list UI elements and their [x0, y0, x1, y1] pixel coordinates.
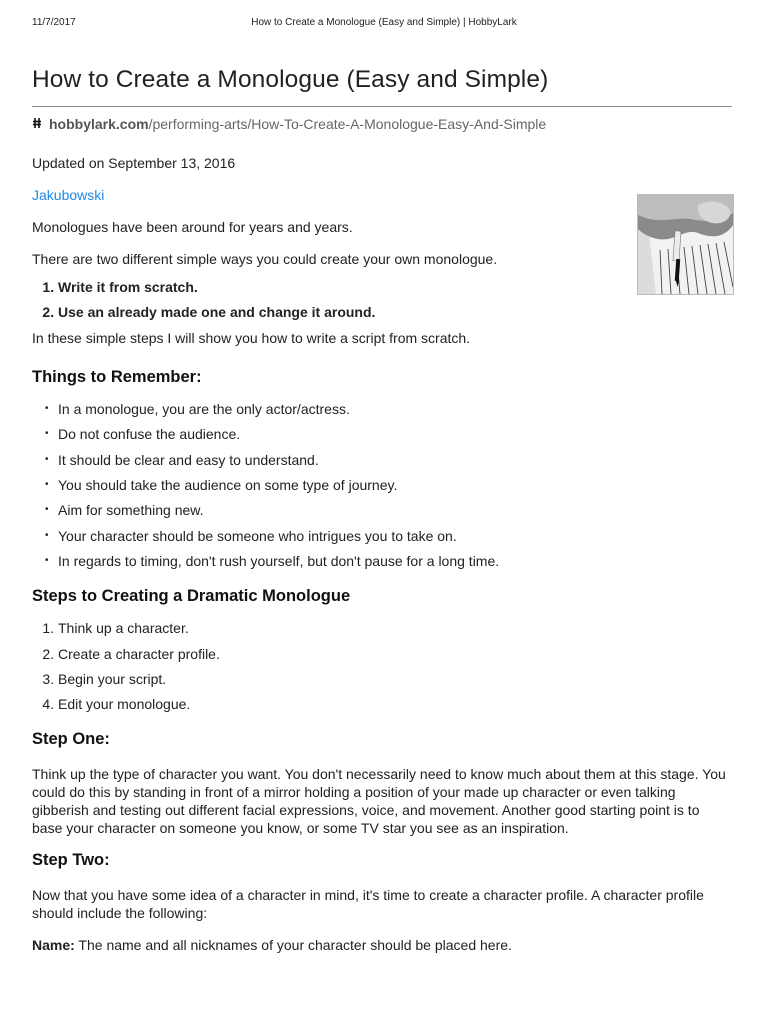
steps-list: [32, 619, 732, 713]
url-path[interactable]: /performing-arts/How-To-Create-A-Monologue-Easy-And-Simple: [148, 116, 547, 132]
step-two-paragraph: Now that you have some idea of a character in mind, it's time to create a character profile. A character profile should include the following:: [32, 887, 704, 922]
things-heading: Things to Remember:: [32, 367, 202, 386]
list-item: • Do not confuse the audience.: [58, 425, 732, 443]
list-item: • It should be clear and easy to understand.: [58, 451, 732, 469]
name-description: The name and all nicknames of your character should be placed here.: [74, 937, 512, 954]
list-item: 1. Think up a character.: [58, 619, 732, 637]
steps-heading: Steps to Creating a Dramatic Monologue: [32, 587, 351, 606]
hash-link-icon: [32, 116, 42, 132]
updated-date: Updated on September 13, 2016: [32, 155, 236, 171]
url-domain[interactable]: hobbylark.com: [49, 116, 149, 132]
source-url[interactable]: [32, 115, 732, 133]
list-item: 1. Write it from scratch.: [58, 278, 732, 296]
step-one-heading: Step One:: [32, 730, 110, 749]
things-list: [32, 400, 732, 570]
print-date: 11/7/2017: [32, 17, 76, 28]
list-item: • In regards to timing, don't rush yourself, but don't pause for a long time.: [58, 552, 732, 570]
list-item: • In a monologue, you are the only actor/actress.: [58, 400, 732, 418]
print-page-title: How to Create a Monologue (Easy and Simple) | HobbyLark: [251, 17, 517, 28]
list-item: 2. Use an already made one and change it around.: [58, 303, 732, 321]
list-item: 3. Begin your script.: [58, 670, 732, 688]
list-item: 4. Edit your monologue.: [58, 695, 732, 713]
methods-list: [32, 278, 732, 321]
list-item: • Aim for something new.: [58, 501, 732, 519]
list-item: • Your character should be someone who intrigues you to take on.: [58, 527, 732, 545]
step-two-heading: Step Two:: [32, 851, 110, 870]
list-item: 2. Create a character profile.: [58, 645, 732, 663]
author-link[interactable]: Jakubowski: [32, 187, 105, 203]
print-header: [32, 17, 736, 31]
intro-paragraph-2: There are two different simple ways you could create your own monologue.: [32, 251, 498, 267]
intro-paragraph-1: Monologues have been around for years and years.: [32, 219, 353, 235]
name-paragraph: [32, 936, 732, 954]
article-title: How to Create a Monologue (Easy and Simple): [32, 66, 732, 107]
scratch-paragraph: In these simple steps I will show you how to write a script from scratch.: [32, 329, 471, 346]
list-item: • You should take the audience on some type of journey.: [58, 476, 732, 494]
name-label: Name:: [32, 937, 75, 954]
step-one-paragraph: Think up the type of character you want. You don't necessarily need to know much about them at this stage. You could do this by standing in front of a mirror holding a position of your made up character or even talking gibberish and testing out different facial expressions, voice, and movement. Another good starting point is to base your character on someone you know, or some TV star you see as an inspiration.: [32, 766, 726, 837]
article: [32, 66, 732, 954]
